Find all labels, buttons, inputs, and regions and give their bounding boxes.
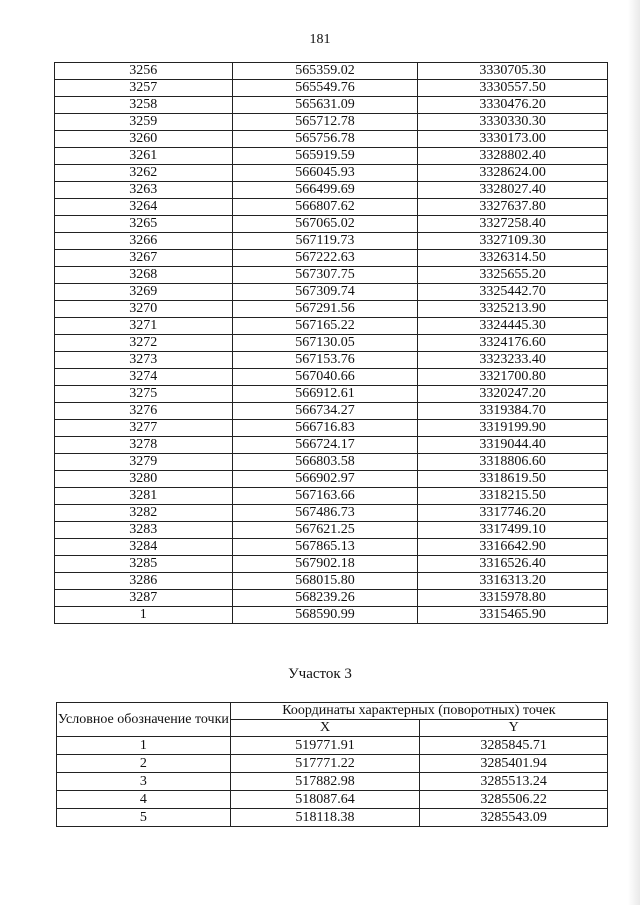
point-number-cell: 3281	[55, 488, 233, 505]
y-coordinate-cell: 3327109.30	[418, 233, 608, 250]
x-coordinate-cell: 565756.78	[232, 131, 418, 148]
table-row	[55, 335, 608, 352]
point-number-cell: 3287	[55, 590, 233, 607]
point-number-cell: 3267	[55, 250, 233, 267]
point-number-cell: 3275	[55, 386, 233, 403]
x-coordinate-cell: 567486.73	[232, 505, 418, 522]
y-coordinate-cell: 3319384.70	[418, 403, 608, 420]
point-number-cell: 3260	[55, 131, 233, 148]
point-number-cell: 3282	[55, 505, 233, 522]
table-row	[55, 352, 608, 369]
table-row	[55, 199, 608, 216]
point-number-cell: 3269	[55, 284, 233, 301]
y-coordinate-cell: 3285401.94	[420, 755, 608, 773]
x-coordinate-cell: 566902.97	[232, 471, 418, 488]
x-coordinate-cell: 565919.59	[232, 148, 418, 165]
page-number: 181	[309, 32, 331, 47]
table-row	[55, 522, 608, 539]
table-row	[55, 454, 608, 471]
y-coordinate-cell: 3315978.80	[418, 590, 608, 607]
y-coordinate-cell: 3285845.71	[420, 737, 608, 755]
x-coordinate-cell: 567307.75	[232, 267, 418, 284]
x-coordinate-cell: 567309.74	[232, 284, 418, 301]
y-coordinate-cell: 3326314.50	[418, 250, 608, 267]
section-3-table-body	[57, 737, 608, 827]
table-row	[55, 267, 608, 284]
table-row	[55, 505, 608, 522]
y-coordinate-cell: 3325655.20	[418, 267, 608, 284]
x-coordinate-cell: 565549.76	[232, 80, 418, 97]
table-row	[55, 148, 608, 165]
point-number-cell: 3271	[55, 318, 233, 335]
table-row	[55, 233, 608, 250]
header-coordinates: Координаты характерных (поворотных) точек	[230, 703, 607, 720]
point-number-cell: 3263	[55, 182, 233, 199]
section-title: Участок 3	[288, 666, 352, 682]
x-coordinate-cell: 567119.73	[232, 233, 418, 250]
y-coordinate-cell: 3330705.30	[418, 63, 608, 80]
point-number-cell: 3285	[55, 556, 233, 573]
table-row	[55, 420, 608, 437]
table-row	[55, 80, 608, 97]
y-coordinate-cell: 3317746.20	[418, 505, 608, 522]
x-coordinate-cell: 567163.66	[232, 488, 418, 505]
point-number-cell: 3265	[55, 216, 233, 233]
y-coordinate-cell: 3318215.50	[418, 488, 608, 505]
table-row	[55, 165, 608, 182]
x-coordinate-cell: 567153.76	[232, 352, 418, 369]
scan-edge-shadow	[628, 0, 640, 905]
table-row	[55, 573, 608, 590]
table-row	[55, 114, 608, 131]
header-y: Y	[420, 720, 608, 737]
y-coordinate-cell: 3321700.80	[418, 369, 608, 386]
point-number-cell: 3273	[55, 352, 233, 369]
x-coordinate-cell: 567065.02	[232, 216, 418, 233]
point-number-cell: 3280	[55, 471, 233, 488]
section-3-coordinates-table	[56, 702, 608, 827]
table-row	[55, 471, 608, 488]
x-coordinate-cell: 566716.83	[232, 420, 418, 437]
table-row	[55, 97, 608, 114]
point-number-cell: 3283	[55, 522, 233, 539]
header-point-designation: Условное обозначение точки	[57, 703, 231, 737]
x-coordinate-cell: 566499.69	[232, 182, 418, 199]
y-coordinate-cell: 3327637.80	[418, 199, 608, 216]
x-coordinate-cell: 567621.25	[232, 522, 418, 539]
table-row	[55, 131, 608, 148]
point-number-cell: 3264	[55, 199, 233, 216]
point-number-cell: 3277	[55, 420, 233, 437]
table-row	[55, 301, 608, 318]
y-coordinate-cell: 3285506.22	[420, 791, 608, 809]
x-coordinate-cell: 517882.98	[230, 773, 420, 791]
x-coordinate-cell: 568590.99	[232, 607, 418, 624]
coordinates-table-body	[55, 63, 608, 624]
point-number-cell: 3257	[55, 80, 233, 97]
x-coordinate-cell: 566724.17	[232, 437, 418, 454]
y-coordinate-cell: 3327258.40	[418, 216, 608, 233]
y-coordinate-cell: 3316313.20	[418, 573, 608, 590]
point-number-cell: 2	[57, 755, 231, 773]
y-coordinate-cell: 3330330.30	[418, 114, 608, 131]
y-coordinate-cell: 3328624.00	[418, 165, 608, 182]
point-number-cell: 3272	[55, 335, 233, 352]
table-row	[57, 791, 608, 809]
point-number-cell: 3284	[55, 539, 233, 556]
y-coordinate-cell: 3330173.00	[418, 131, 608, 148]
x-coordinate-cell: 567130.05	[232, 335, 418, 352]
table-row	[55, 386, 608, 403]
table-row	[55, 182, 608, 199]
y-coordinate-cell: 3324176.60	[418, 335, 608, 352]
y-coordinate-cell: 3285513.24	[420, 773, 608, 791]
x-coordinate-cell: 568239.26	[232, 590, 418, 607]
y-coordinate-cell: 3318619.50	[418, 471, 608, 488]
table-row	[55, 590, 608, 607]
point-number-cell: 3286	[55, 573, 233, 590]
point-number-cell: 3278	[55, 437, 233, 454]
x-coordinate-cell: 567040.66	[232, 369, 418, 386]
point-number-cell: 3258	[55, 97, 233, 114]
y-coordinate-cell: 3323233.40	[418, 352, 608, 369]
table-row	[55, 403, 608, 420]
table-row	[55, 556, 608, 573]
point-number-cell: 3	[57, 773, 231, 791]
header-x: X	[230, 720, 420, 737]
point-number-cell: 3262	[55, 165, 233, 182]
table-row	[55, 607, 608, 624]
x-coordinate-cell: 519771.91	[230, 737, 420, 755]
y-coordinate-cell: 3325442.70	[418, 284, 608, 301]
x-coordinate-cell: 518087.64	[230, 791, 420, 809]
point-number-cell: 3261	[55, 148, 233, 165]
x-coordinate-cell: 517771.22	[230, 755, 420, 773]
point-number-cell: 1	[55, 607, 233, 624]
x-coordinate-cell: 566734.27	[232, 403, 418, 420]
table-row	[57, 809, 608, 827]
x-coordinate-cell: 566912.61	[232, 386, 418, 403]
point-number-cell: 3268	[55, 267, 233, 284]
y-coordinate-cell: 3316526.40	[418, 556, 608, 573]
y-coordinate-cell: 3320247.20	[418, 386, 608, 403]
table-row	[55, 488, 608, 505]
table-header-row	[57, 703, 608, 720]
y-coordinate-cell: 3318806.60	[418, 454, 608, 471]
y-coordinate-cell: 3315465.90	[418, 607, 608, 624]
x-coordinate-cell: 568015.80	[232, 573, 418, 590]
x-coordinate-cell: 567902.18	[232, 556, 418, 573]
x-coordinate-cell: 567165.22	[232, 318, 418, 335]
x-coordinate-cell: 567865.13	[232, 539, 418, 556]
y-coordinate-cell: 3317499.10	[418, 522, 608, 539]
y-coordinate-cell: 3330476.20	[418, 97, 608, 114]
table-row	[55, 63, 608, 80]
table-row	[55, 437, 608, 454]
table-row	[55, 284, 608, 301]
point-number-cell: 3270	[55, 301, 233, 318]
y-coordinate-cell: 3319044.40	[418, 437, 608, 454]
x-coordinate-cell: 565712.78	[232, 114, 418, 131]
x-coordinate-cell: 565359.02	[232, 63, 418, 80]
x-coordinate-cell: 566807.62	[232, 199, 418, 216]
table-row	[57, 737, 608, 755]
point-number-cell: 5	[57, 809, 231, 827]
table-row	[57, 755, 608, 773]
y-coordinate-cell: 3319199.90	[418, 420, 608, 437]
y-coordinate-cell: 3330557.50	[418, 80, 608, 97]
x-coordinate-cell: 566045.93	[232, 165, 418, 182]
y-coordinate-cell: 3325213.90	[418, 301, 608, 318]
table-row	[55, 539, 608, 556]
y-coordinate-cell: 3328027.40	[418, 182, 608, 199]
point-number-cell: 3259	[55, 114, 233, 131]
point-number-cell: 3279	[55, 454, 233, 471]
table-row	[55, 216, 608, 233]
point-number-cell: 3276	[55, 403, 233, 420]
point-number-cell: 3256	[55, 63, 233, 80]
point-number-cell: 3266	[55, 233, 233, 250]
x-coordinate-cell: 567291.56	[232, 301, 418, 318]
x-coordinate-cell: 565631.09	[232, 97, 418, 114]
y-coordinate-cell: 3285543.09	[420, 809, 608, 827]
table-row	[55, 250, 608, 267]
point-number-cell: 4	[57, 791, 231, 809]
point-number-cell: 3274	[55, 369, 233, 386]
point-number-cell: 1	[57, 737, 231, 755]
table-row	[57, 773, 608, 791]
coordinates-table-continued	[54, 62, 608, 624]
table-row	[55, 369, 608, 386]
y-coordinate-cell: 3324445.30	[418, 318, 608, 335]
x-coordinate-cell: 567222.63	[232, 250, 418, 267]
table-row	[55, 318, 608, 335]
x-coordinate-cell: 518118.38	[230, 809, 420, 827]
x-coordinate-cell: 566803.58	[232, 454, 418, 471]
y-coordinate-cell: 3328802.40	[418, 148, 608, 165]
y-coordinate-cell: 3316642.90	[418, 539, 608, 556]
